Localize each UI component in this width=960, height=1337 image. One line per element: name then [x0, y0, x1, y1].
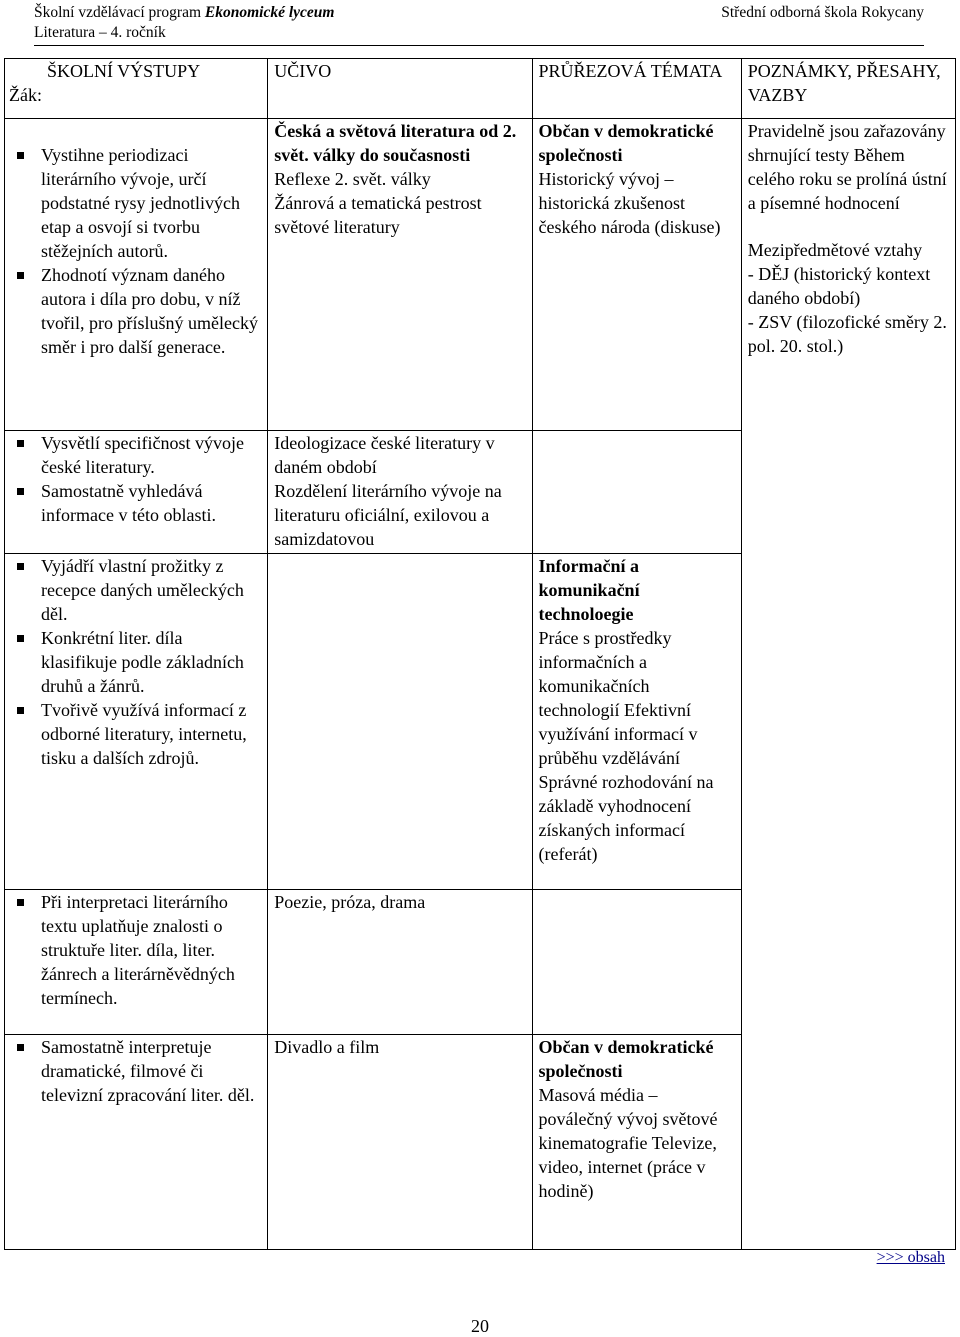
- table-row: [5, 119, 956, 431]
- content-cell: [268, 431, 532, 554]
- list-item: Samostatně interpretuje dramatické, filmové či televizní zpracování liter. děl.: [11, 1035, 261, 1107]
- notes-cell: [741, 119, 955, 1250]
- theme-text: Práce s prostředky informačních a komunikačních technologií Efektivní využívání informací v průběhu vzdělávání Správné rozhodování na základě vyhodnocení získaných informací (referát): [538, 628, 714, 864]
- col-header-outcomes-subtitle: Žák:: [9, 85, 42, 105]
- list-item: Vyjádří vlastní prožitky z recepce daných uměleckých děl.: [11, 554, 261, 626]
- outcomes-cell: [5, 431, 268, 554]
- notes-paragraph: Pravidelně jsou zařazovány shrnující testy Během celého roku se prolíná ústní a písemné hodnocení: [747, 121, 947, 213]
- content-line: Rozdělení literárního vývoje na literaturu oficiální, exilovou a samizdatovou: [274, 481, 502, 549]
- themes-cell: [532, 890, 741, 1035]
- outcomes-cell: [5, 890, 268, 1035]
- list-item: Tvořivě využívá informací z odborné literatury, internetu, tisku a dalších zdrojů.: [11, 698, 261, 770]
- theme-heading: Občan v demokratické společnosti: [538, 1037, 714, 1081]
- outcomes-cell: [5, 119, 268, 431]
- school-name: Střední odborná škola Rokycany: [721, 4, 924, 21]
- notes-line: - ZSV (filozofické směry 2. pol. 20. stol.): [747, 312, 947, 356]
- content-cell: Poezie, próza, drama: [268, 890, 532, 1035]
- themes-cell: [532, 1035, 741, 1250]
- outcomes-cell: [5, 554, 268, 890]
- col-header-outcomes: [5, 59, 268, 119]
- outcomes-list: [11, 431, 261, 527]
- curriculum-table: [4, 58, 956, 1250]
- outcomes-list: [11, 143, 261, 359]
- content-line: Žánrová a tematická pestrost světové literatury: [274, 193, 482, 237]
- program-name: Ekonomické lyceum: [204, 4, 335, 21]
- program-prefix: Školní vzdělávací program: [34, 4, 205, 21]
- themes-cell: [532, 119, 741, 431]
- list-item: Při interpretaci literárního textu uplatňuje znalosti o struktuře liter. díla, liter. žánrech a literárněvědných termínech.: [11, 890, 261, 1010]
- col-header-notes: POZNÁMKY, PŘESAHY, VAZBY: [741, 59, 955, 119]
- themes-cell: [532, 431, 741, 554]
- notes-line: Mezipředmětové vztahy: [747, 240, 923, 260]
- outcomes-list: [11, 890, 261, 1010]
- list-item: Samostatně vyhledává informace v této oblasti.: [11, 479, 261, 527]
- theme-text: Historický vývoj – historická zkušenost českého národa (diskuse): [538, 169, 721, 237]
- col-header-content: UČIVO: [268, 59, 532, 119]
- col-header-outcomes-title: ŠKOLNÍ VÝSTUPY: [47, 61, 201, 81]
- list-item: Zhodnotí význam daného autora i díla pro dobu, v níž tvořil, pro příslušný umělecký směr i pro další generace.: [11, 263, 261, 359]
- content-line: Ideologizace české literatury v daném období: [274, 433, 495, 477]
- header-divider: [34, 45, 924, 46]
- content-line: Reflexe 2. svět. války: [274, 169, 431, 189]
- themes-cell: [532, 554, 741, 890]
- outcomes-cell: [5, 1035, 268, 1250]
- col-header-themes: PRŮŘEZOVÁ TÉMATA: [532, 59, 741, 119]
- content-cell: [268, 554, 532, 890]
- subject-line: Literatura – 4. ročník: [34, 24, 166, 41]
- table-header-row: [5, 59, 956, 119]
- content-cell: Divadlo a film: [268, 1035, 532, 1250]
- list-item: Vysvětlí specifičnost vývoje české literatury.: [11, 431, 261, 479]
- outcomes-list: [11, 554, 261, 770]
- content-cell: [268, 119, 532, 431]
- notes-line: - DĚJ (historický kontext daného období): [747, 264, 931, 308]
- outcomes-list: [11, 1035, 261, 1107]
- list-item: Vystihne periodizaci literárního vývoje, určí podstatné rysy jednotlivých etap a osvojí si tvorbu stěžejních autorů.: [11, 143, 261, 263]
- theme-heading: Občan v demokratické společnosti: [538, 121, 714, 165]
- content-heading: Česká a světová literatura od 2. svět. války do současnosti: [274, 121, 517, 165]
- theme-heading: Informační a komunikační technoloegie: [538, 556, 640, 624]
- document-header-left: [34, 3, 334, 43]
- page-number: 20: [471, 1316, 489, 1336]
- theme-text: Masová média – poválečný vývoj světové kinematografie Televize, video, internet (práce v hodině): [538, 1085, 718, 1201]
- program-line: [34, 3, 334, 23]
- list-item: Konkrétní liter. díla klasifikuje podle základních druhů a žánrů.: [11, 626, 261, 698]
- table-of-contents-link[interactable]: >>> obsah: [876, 1249, 945, 1266]
- spacer: [748, 215, 949, 238]
- spacer: [11, 119, 261, 143]
